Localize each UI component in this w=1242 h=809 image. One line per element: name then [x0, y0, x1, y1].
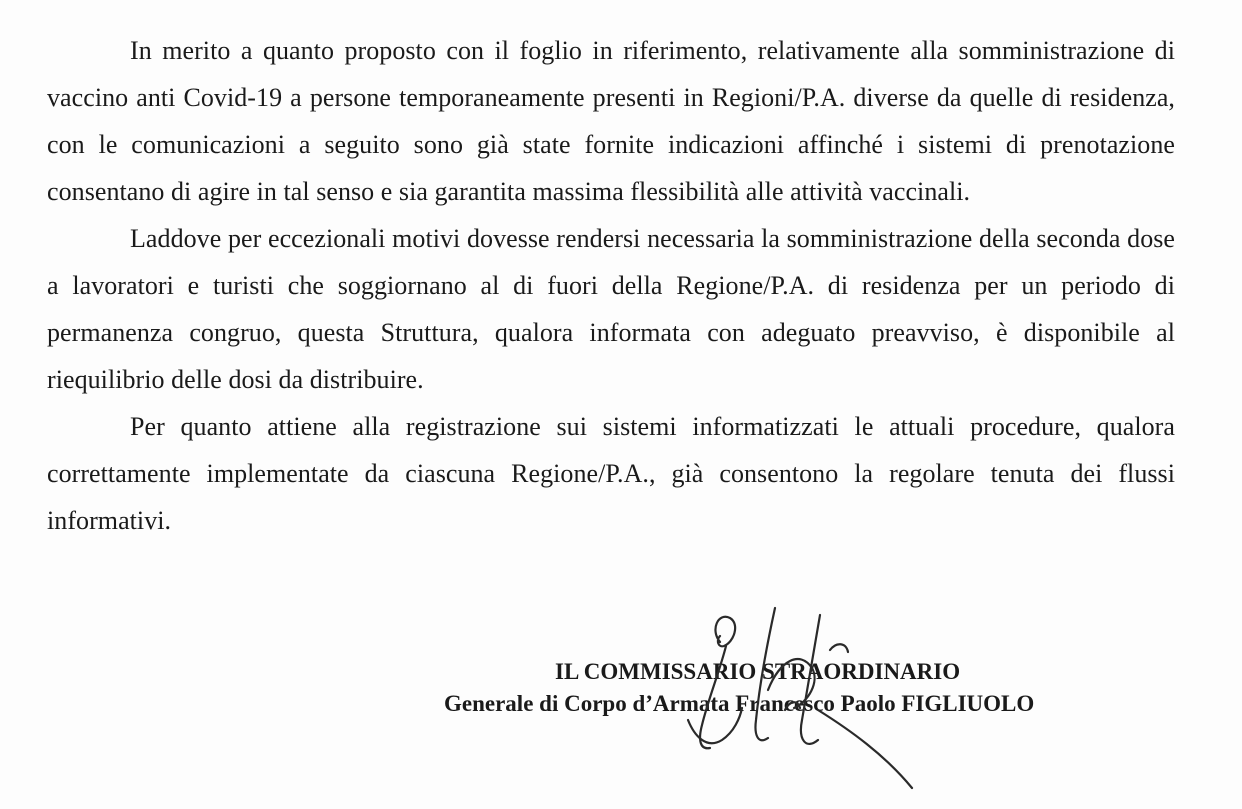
paragraph-1: In merito a quanto proposto con il foglio in riferimento, relativamente alla somministrazione di vaccino anti Covid-19 a persone temporaneamente presenti in Regioni/P.A. diverse da quelle di residenza, con le comunicazioni a seguito sono già state fornite indicazioni affinché i sistemi di prenotazione consentano di agire in tal senso e sia garantita massima flessibilità alle attività vaccinali. [47, 36, 1175, 206]
letter-body [47, 27, 1175, 544]
paragraph-2: Laddove per eccezionali motivi dovesse rendersi necessaria la somministrazione della seconda dose a lavoratori e turisti che soggiornano al di fuori della Regione/P.A. di residenza per un periodo di permanenza congruo, questa Struttura, qualora informata con adeguato preavviso, è disponibile al riequilibrio delle dosi da distribuire. [47, 224, 1175, 394]
signatory-title: IL COMMISSARIO STRAORDINARIO [555, 659, 961, 684]
signatory-name: Generale di Corpo d’Armata Francesco Paolo FIGLIUOLO [444, 691, 1035, 716]
paragraph-3: Per quanto attiene alla registrazione sui sistemi informatizzati le attuali procedure, qualora correttamente implementate da ciascuna Regione/P.A., già consentono la regolare tenuta dei flussi informativi. [47, 412, 1175, 535]
